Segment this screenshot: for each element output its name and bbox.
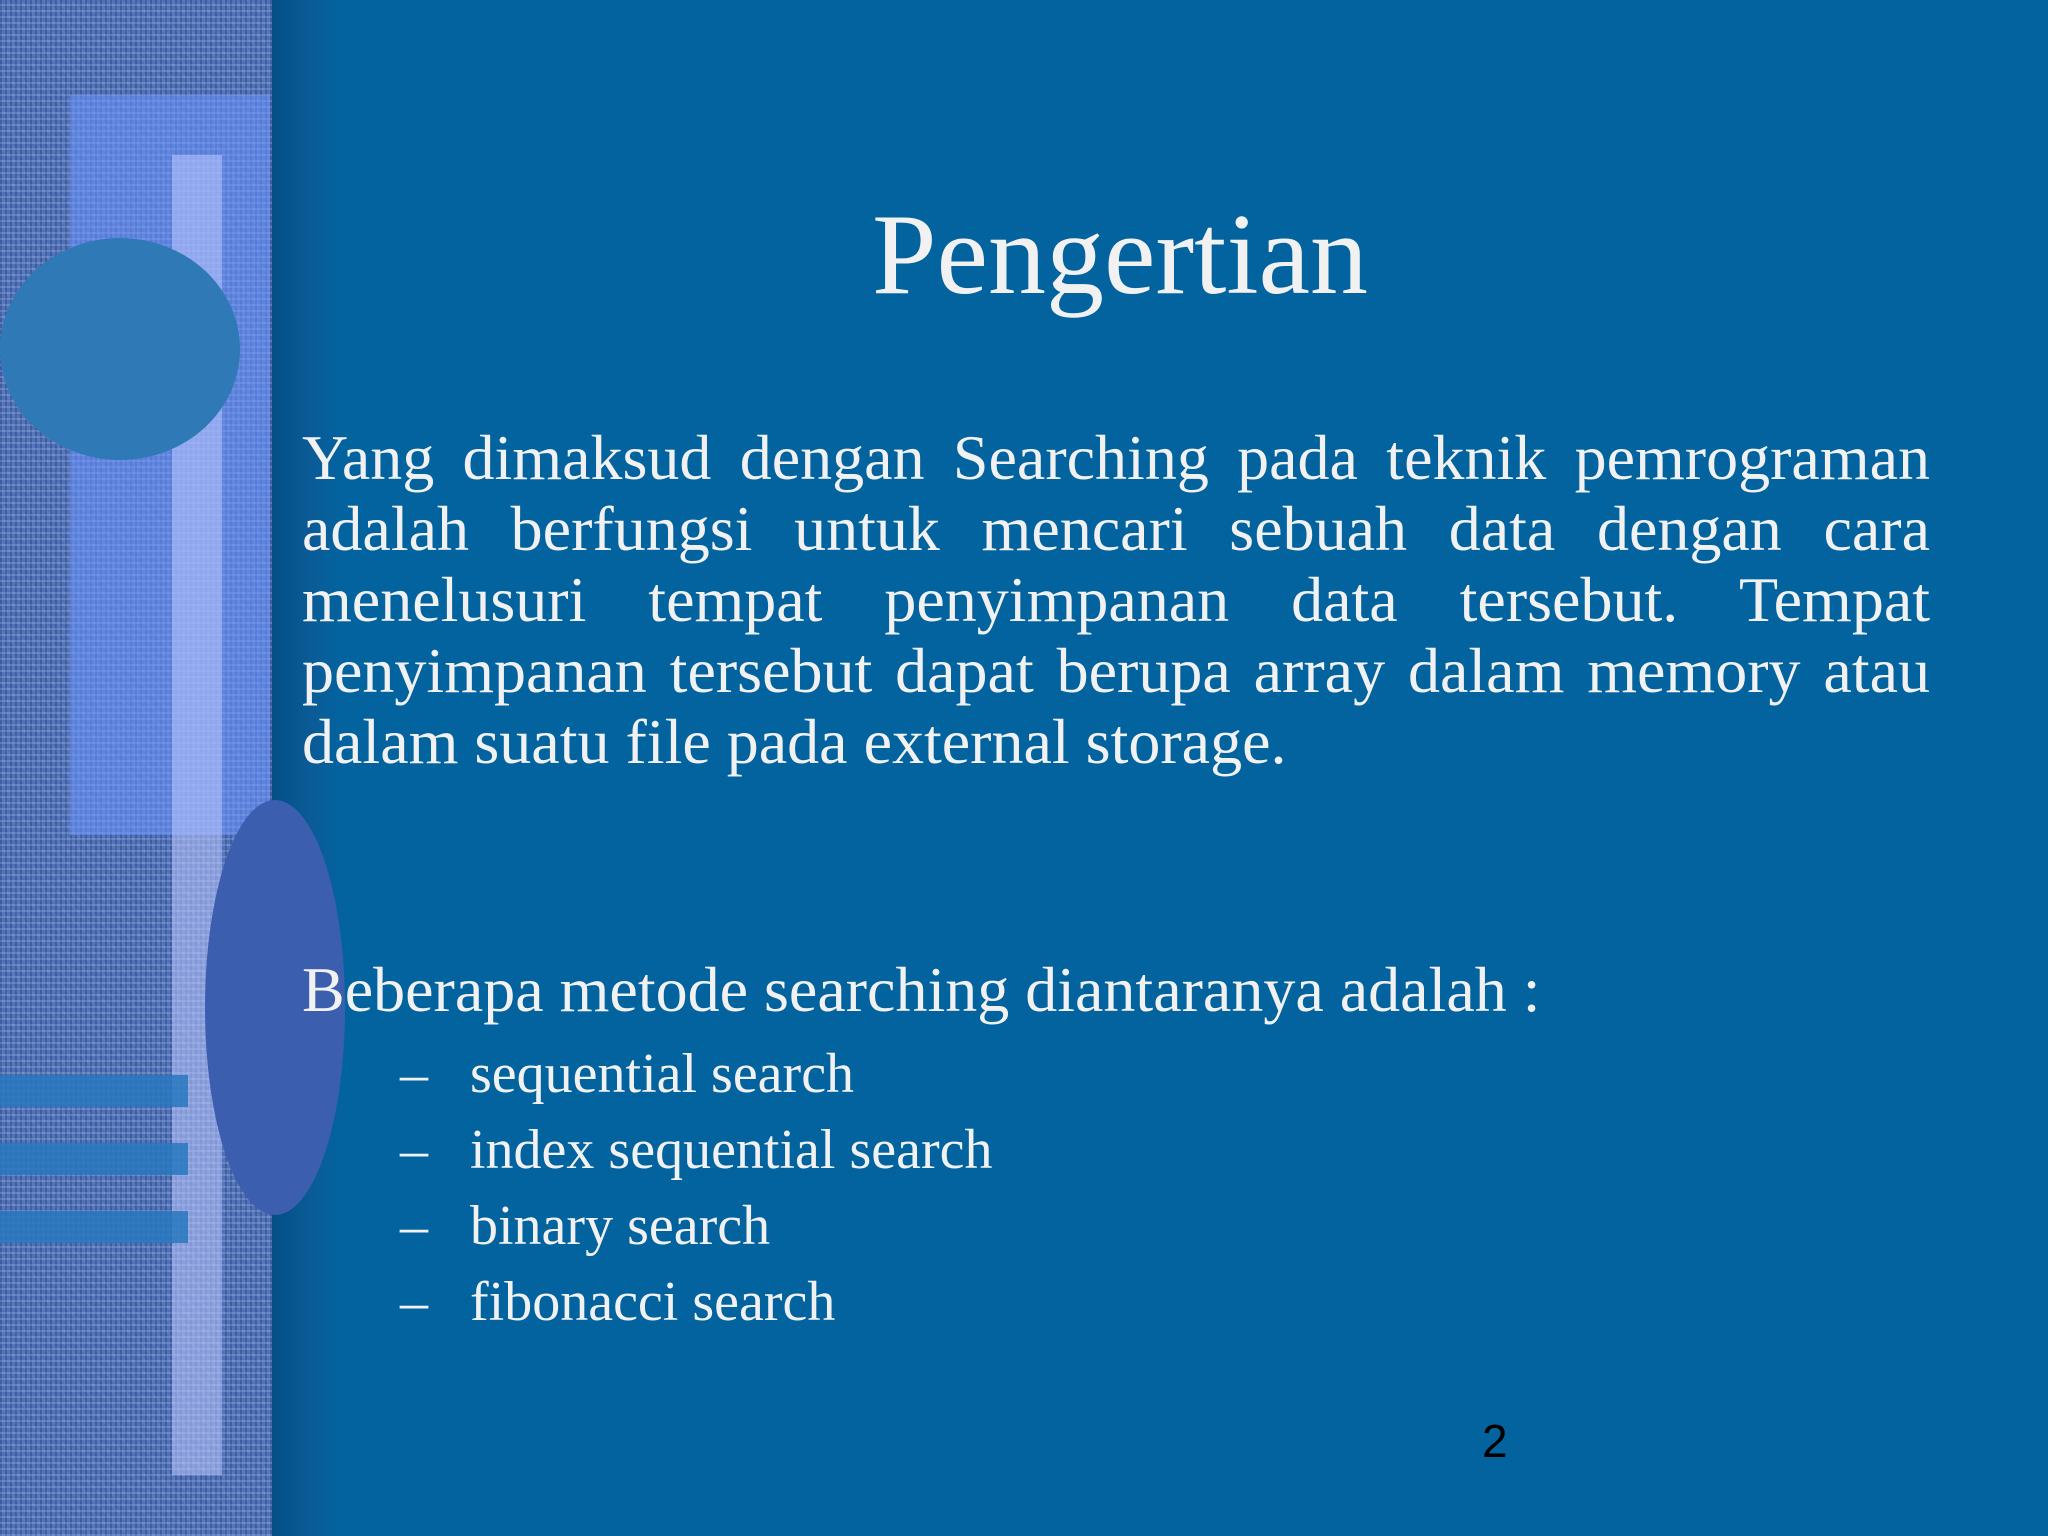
list-item xyxy=(400,1188,992,1264)
slide-title: Pengertian xyxy=(871,191,1369,319)
dash-bullet: – xyxy=(400,1195,428,1257)
methods-intro: Beberapa metode searching diantaranya adalah : xyxy=(302,954,1541,1025)
decorative-stripe xyxy=(0,1143,188,1175)
list-item xyxy=(400,1036,992,1112)
list-item xyxy=(400,1264,992,1340)
decorative-rectangle xyxy=(70,95,270,835)
definition-paragraph: Yang dimaksud dengan Searching pada teknik pemrograman adalah berfungsi untuk mencari sebuah data dengan cara menelusuri tempat penyimpanan data tersebut. Tempat penyimpanan tersebut dapat berupa array dalam memory atau dalam suatu file pada external storage. xyxy=(302,422,1930,777)
list-item xyxy=(400,1112,992,1188)
method-label: fibonacci search xyxy=(470,1271,836,1333)
dash-bullet: – xyxy=(400,1119,428,1181)
dash-bullet: – xyxy=(400,1043,428,1105)
decorative-stripe xyxy=(0,1211,188,1243)
method-label: binary search xyxy=(470,1195,771,1257)
decorative-circle xyxy=(0,238,240,460)
dash-bullet: – xyxy=(400,1271,428,1333)
decorative-stripe xyxy=(0,1075,188,1107)
method-label: sequential search xyxy=(470,1043,855,1105)
page-number: 2 xyxy=(1482,1415,1508,1467)
method-label: index sequential search xyxy=(470,1119,993,1181)
methods-list xyxy=(400,1036,992,1340)
decorative-side-panel xyxy=(0,0,272,1536)
